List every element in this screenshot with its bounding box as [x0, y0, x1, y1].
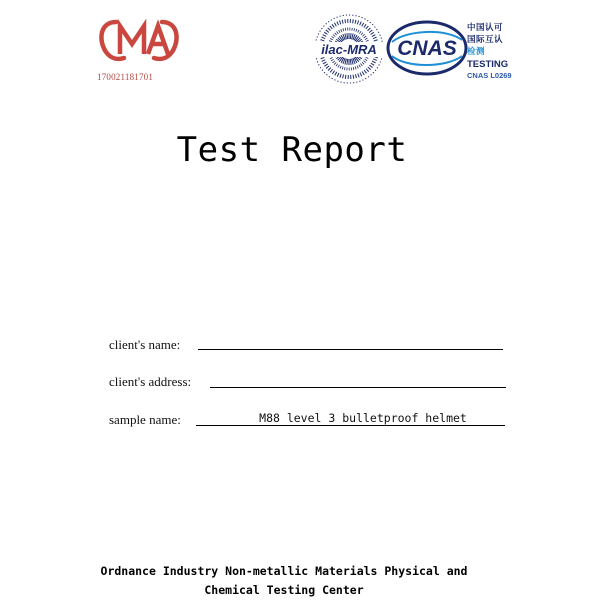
- cnas-code: CNAS L0269: [467, 71, 512, 80]
- cnas-logo-text: CNAS: [397, 37, 457, 60]
- footer-line-2: Chemical Testing Center: [204, 583, 364, 597]
- ilac-logo-text: ilac-MRA: [321, 42, 377, 57]
- page-title: [0, 130, 592, 170]
- cma-logo-text: CMA: [139, 61, 142, 62]
- client-name-label: client's name:: [109, 337, 181, 352]
- ilac-ray: [350, 33, 351, 39]
- client-address-line: [210, 387, 506, 388]
- sample-name-line: [196, 425, 505, 426]
- footer-line-1: Ordnance Industry Non-metallic Materials Physical and: [100, 564, 468, 578]
- ilac-ray: [347, 33, 348, 39]
- client-name-line: [198, 349, 503, 350]
- cnas-testing-label: TESTING: [467, 59, 509, 70]
- sample-name-label: sample name:: [109, 412, 181, 427]
- cma-logo: [96, 18, 182, 62]
- page-title-text: Test Report: [176, 130, 408, 170]
- client-address-label: client's address:: [109, 374, 192, 389]
- cnas-legend: [467, 22, 512, 81]
- cnas-logo: [386, 20, 468, 76]
- sample-name-value: M88 level 3 bulletproof helmet: [259, 411, 467, 425]
- cma-certificate-number: 170021181701: [97, 72, 154, 82]
- ilac-ray: [347, 59, 348, 65]
- cnas-cn-line1: 中国认可: [467, 23, 504, 33]
- issuing-organization: [0, 562, 592, 600]
- ilac-mra-logo: [312, 12, 386, 86]
- ilac-ray: [350, 59, 351, 65]
- cnas-cn-line2: 国际互认: [467, 35, 504, 45]
- cnas-cn-line3: 检测: [467, 47, 486, 57]
